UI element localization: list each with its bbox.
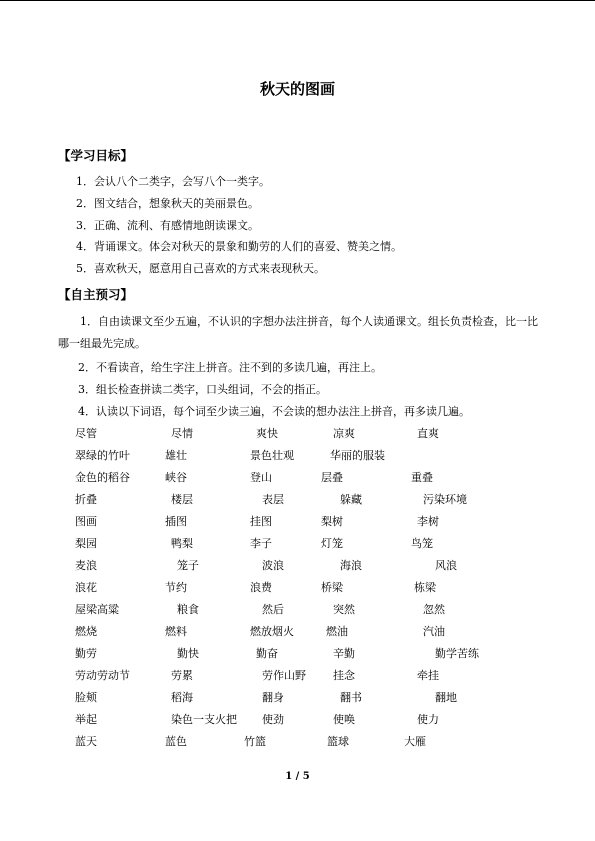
vocabulary-word: 然后 xyxy=(262,603,284,616)
vocabulary-word: 波浪 xyxy=(262,559,284,572)
vocabulary-word: 汽油 xyxy=(423,625,445,638)
vocabulary-word: 劳累 xyxy=(171,669,193,682)
vocabulary-row xyxy=(0,447,595,463)
vocabulary-word: 金色的稻谷 xyxy=(75,471,130,484)
vocabulary-word: 粮食 xyxy=(177,603,199,616)
section-heading-goals: 【学习目标】 xyxy=(58,148,134,163)
vocabulary-word: 表层 xyxy=(262,493,284,506)
vocabulary-word: 牵挂 xyxy=(417,669,439,682)
page-title: 秋天的图画 xyxy=(259,80,335,98)
vocabulary-word: 躲藏 xyxy=(340,493,362,506)
vocabulary-word: 蓝色 xyxy=(165,735,187,748)
vocabulary-word: 重叠 xyxy=(411,471,433,484)
section-heading-preview: 【自主预习】 xyxy=(58,287,134,302)
vocabulary-word: 劳作山野 xyxy=(262,669,306,682)
vocabulary-word: 大雁 xyxy=(404,735,426,748)
vocabulary-word: 勤快 xyxy=(177,647,199,660)
vocabulary-word: 麦浪 xyxy=(75,559,97,572)
vocabulary-word: 燃放烟火 xyxy=(250,625,294,638)
vocabulary-row xyxy=(0,601,595,617)
vocabulary-word: 图画 xyxy=(75,515,97,528)
vocabulary-word: 梨树 xyxy=(321,515,343,528)
vocabulary-word: 竹篮 xyxy=(244,735,266,748)
vocabulary-word: 层叠 xyxy=(321,471,343,484)
vocabulary-row xyxy=(0,425,595,441)
vocabulary-word: 雄壮 xyxy=(165,449,187,462)
vocabulary-word: 节约 xyxy=(165,581,187,594)
vocabulary-word: 华丽的服装 xyxy=(330,449,385,462)
vocabulary-word: 翠绿的竹叶 xyxy=(75,449,130,462)
vocabulary-word: 栋梁 xyxy=(414,581,436,594)
vocabulary-row xyxy=(0,689,595,705)
vocabulary-word: 翻地 xyxy=(435,691,457,704)
vocabulary-word: 突然 xyxy=(333,603,355,616)
preview-paragraph-3: 3．组长检查拼读二类字，口头组词，不会的指正。 xyxy=(78,383,327,396)
vocabulary-word: 劳动劳动节 xyxy=(75,669,130,682)
vocabulary-word: 蓝天 xyxy=(75,735,97,748)
vocabulary-row xyxy=(0,557,595,573)
goal-item-3: 3．正确、流利、有感情地朗读课文。 xyxy=(76,219,259,232)
vocabulary-row xyxy=(0,535,595,551)
preview-paragraph-2: 2．不看读音，给生字注上拼音。注不到的多读几遍，再注上。 xyxy=(78,361,382,374)
vocabulary-word: 使唤 xyxy=(333,713,355,726)
vocabulary-row xyxy=(0,491,595,507)
vocabulary-word: 尽管 xyxy=(75,427,97,440)
vocabulary-word: 燃油 xyxy=(326,625,348,638)
vocabulary-word: 浪花 xyxy=(75,581,97,594)
vocabulary-word: 尽情 xyxy=(171,427,193,440)
vocabulary-word: 登山 xyxy=(250,471,272,484)
vocabulary-word: 风浪 xyxy=(435,559,457,572)
vocabulary-word: 浪费 xyxy=(250,581,272,594)
vocabulary-word: 挂念 xyxy=(333,669,355,682)
goal-item-2: 2．图文结合，想象秋天的美丽景色。 xyxy=(76,197,259,210)
vocabulary-word: 李子 xyxy=(250,537,272,550)
vocabulary-word: 直爽 xyxy=(417,427,439,440)
preview-paragraph-1: 1．自由读课文至少五遍，不认识的字想办法注拼音，每个人读通课文。组长负责检查，比一比哪一组最先完成。 xyxy=(58,315,538,350)
vocabulary-word: 忽然 xyxy=(423,603,445,616)
vocabulary-word: 燃料 xyxy=(165,625,187,638)
vocabulary-row xyxy=(0,579,595,595)
vocabulary-word: 使力 xyxy=(417,713,439,726)
goal-item-1: 1．会认八个二类字，会写八个一类字。 xyxy=(76,175,270,188)
vocabulary-word: 辛勤 xyxy=(333,647,355,660)
vocabulary-word: 灯笼 xyxy=(321,537,343,550)
goal-item-5: 5．喜欢秋天，愿意用自己喜欢的方式来表现秋天。 xyxy=(76,262,325,275)
vocabulary-word: 勤奋 xyxy=(256,647,278,660)
vocabulary-word: 翻书 xyxy=(340,691,362,704)
vocabulary-word: 梨园 xyxy=(75,537,97,550)
vocabulary-word: 峡谷 xyxy=(165,471,187,484)
vocabulary-word: 脸颊 xyxy=(75,691,97,704)
vocabulary-row xyxy=(0,623,595,639)
vocabulary-row xyxy=(0,513,595,529)
vocabulary-word: 燃烧 xyxy=(75,625,97,638)
vocabulary-word: 鸟笼 xyxy=(411,537,433,550)
vocabulary-word: 凉爽 xyxy=(333,427,355,440)
vocabulary-word: 稻海 xyxy=(171,691,193,704)
vocabulary-word: 李树 xyxy=(417,515,439,528)
vocabulary-row xyxy=(0,733,595,749)
vocabulary-word: 海浪 xyxy=(340,559,362,572)
vocabulary-word: 污染环境 xyxy=(423,493,467,506)
vocabulary-word: 笼子 xyxy=(177,559,199,572)
vocabulary-word: 勤学苦练 xyxy=(435,647,479,660)
vocabulary-row xyxy=(0,667,595,683)
vocabulary-row xyxy=(0,711,595,727)
vocabulary-word: 折叠 xyxy=(75,493,97,506)
vocabulary-word: 插图 xyxy=(165,515,187,528)
vocabulary-row xyxy=(0,645,595,661)
vocabulary-word: 染色一支火把 xyxy=(171,713,237,726)
vocabulary-word: 举起 xyxy=(75,713,97,726)
vocabulary-word: 使劲 xyxy=(262,713,284,726)
preview-paragraph-4: 4．认读以下词语，每个词至少读三遍，不会读的想办法注上拼音，再多读几遍。 xyxy=(78,405,470,418)
vocabulary-word: 鸭梨 xyxy=(171,537,193,550)
page-number: 1 / 5 xyxy=(285,771,310,782)
vocabulary-word: 屋梁高粱 xyxy=(75,603,119,616)
goal-item-4: 4．背诵课文。体会对秋天的景象和勤劳的人们的喜爱、赞美之情。 xyxy=(76,240,402,253)
vocabulary-word: 翻身 xyxy=(262,691,284,704)
vocabulary-word: 勤劳 xyxy=(75,647,97,660)
vocabulary-word: 爽快 xyxy=(256,427,278,440)
vocabulary-word: 挂图 xyxy=(250,515,272,528)
vocabulary-word: 景色壮观 xyxy=(250,449,294,462)
page-top-rule xyxy=(0,0,595,1)
vocabulary-word: 桥梁 xyxy=(321,581,343,594)
vocabulary-row xyxy=(0,469,595,485)
vocabulary-word: 楼层 xyxy=(171,493,193,506)
vocabulary-word: 篮球 xyxy=(327,735,349,748)
